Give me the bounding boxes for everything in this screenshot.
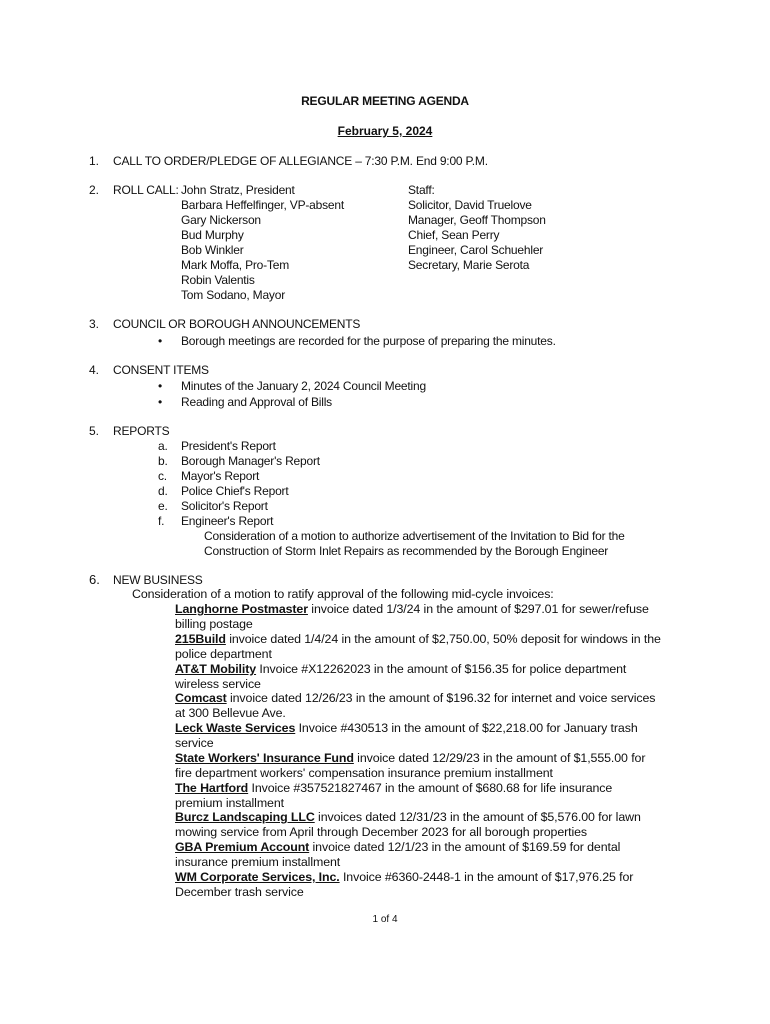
bullet-icon: • <box>158 395 163 409</box>
consent-item: Minutes of the January 2, 2024 Council Meeting <box>181 379 426 393</box>
reports-heading: REPORTS <box>113 424 170 438</box>
invoice-line <box>175 632 661 646</box>
invoice-line <box>175 870 633 884</box>
new-business-heading: NEW BUSINESS <box>113 573 203 587</box>
invoice-vendor: AT&T Mobility <box>175 662 257 676</box>
invoice-line <box>175 751 645 765</box>
invoice-line <box>175 721 638 735</box>
new-business-intro: Consideration of a motion to ratify approval of the following mid-cycle invoices: <box>132 587 554 601</box>
report-letter: d. <box>158 484 168 498</box>
engineer-note: Construction of Storm Inlet Repairs as recommended by the Borough Engineer <box>204 544 609 558</box>
invoice-detail: Invoice #6360-2448-1 in the amount of $17,976.25 for <box>339 870 634 884</box>
roll-call-member: Robin Valentis <box>181 273 255 287</box>
report-letter: e. <box>158 499 168 513</box>
invoice-line: mowing service from April through December 2023 for all borough properties <box>175 825 588 839</box>
roll-call-member: Gary Nickerson <box>181 213 261 227</box>
engineer-note: Consideration of a motion to authorize advertisement of the Invitation to Bid for the <box>204 529 625 543</box>
invoice-detail: invoices dated 12/31/23 in the amount of $5,576.00 for lawn <box>314 810 641 824</box>
consent-item: Reading and Approval of Bills <box>181 395 332 409</box>
invoice-line <box>175 602 649 616</box>
invoice-vendor: The Hartford <box>175 781 249 795</box>
meeting-date: February 5, 2024 <box>337 124 433 138</box>
report-item: President's Report <box>181 439 276 453</box>
report-item: Solicitor's Report <box>181 499 268 513</box>
invoice-vendor: State Workers' Insurance Fund <box>175 751 354 765</box>
invoice-line: wireless service <box>175 677 261 691</box>
invoice-line <box>175 662 626 676</box>
item-number: 6. <box>89 572 100 587</box>
item-number: 2. <box>89 183 100 197</box>
invoice-vendor: Burcz Landscaping LLC <box>175 810 315 824</box>
invoice-detail: invoice dated 12/29/23 in the amount of $1,555.00 for <box>353 751 646 765</box>
call-to-order-text: CALL TO ORDER/PLEDGE OF ALLEGIANCE – 7:30 P.M. End 9:00 P.M. <box>113 154 488 168</box>
invoice-line: December trash service <box>175 885 304 899</box>
invoice-line: billing postage <box>175 617 253 631</box>
invoice-line: premium installment <box>175 796 284 810</box>
roll-call-member: Mark Moffa, Pro-Tem <box>181 258 290 272</box>
roll-call-member: Bud Murphy <box>181 228 244 242</box>
invoice-vendor: Langhorne Postmaster <box>175 602 308 616</box>
report-letter: b. <box>158 454 168 468</box>
report-item: Borough Manager's Report <box>181 454 320 468</box>
roll-call-label: ROLL CALL: <box>113 183 179 197</box>
bullet-icon: • <box>158 379 163 393</box>
report-item: Mayor's Report <box>181 469 260 483</box>
announcements-heading: COUNCIL OR BOROUGH ANNOUNCEMENTS <box>113 317 361 331</box>
invoice-detail: invoice dated 12/1/23 in the amount of $169.59 for dental <box>309 840 621 854</box>
invoice-line <box>175 840 620 854</box>
announcement-item: Borough meetings are recorded for the purpose of preparing the minutes. <box>181 334 556 348</box>
page-title: REGULAR MEETING AGENDA <box>301 94 469 108</box>
invoice-vendor: Comcast <box>175 691 227 705</box>
roll-call-member: Tom Sodano, Mayor <box>181 288 285 302</box>
item-number: 1. <box>89 154 100 168</box>
invoice-vendor: GBA Premium Account <box>175 840 310 854</box>
invoice-line <box>175 810 641 824</box>
roll-call-member: Bob Winkler <box>181 243 244 257</box>
report-item: Police Chief's Report <box>181 484 289 498</box>
invoice-detail: Invoice #357521827467 in the amount of $680.68 for life insurance <box>248 781 613 795</box>
invoice-vendor: WM Corporate Services, Inc. <box>175 870 340 884</box>
report-letter: a. <box>158 439 168 453</box>
bullet-icon: • <box>158 334 163 348</box>
roll-call-member: Barbara Heffelfinger, VP-absent <box>181 198 345 212</box>
invoice-detail: invoice dated 1/4/24 in the amount of $2,750.00, 50% deposit for windows in the <box>225 632 661 646</box>
invoice-line <box>175 691 655 705</box>
staff-heading: Staff: <box>408 183 435 197</box>
invoice-line: service <box>175 736 214 750</box>
report-item: Engineer's Report <box>181 514 274 528</box>
invoice-line: police department <box>175 647 272 661</box>
report-letter: f. <box>158 514 165 528</box>
item-number: 5. <box>89 424 100 438</box>
invoice-vendor: Leck Waste Services <box>175 721 296 735</box>
invoice-detail: invoice dated 12/26/23 in the amount of $196.32 for internet and voice services <box>226 691 656 705</box>
staff-member: Secretary, Marie Serota <box>408 258 530 272</box>
staff-member: Manager, Geoff Thompson <box>408 213 546 227</box>
invoice-detail: Invoice #430513 in the amount of $22,218.00 for January trash <box>295 721 638 735</box>
invoice-detail: Invoice #X12262023 in the amount of $156.35 for police department <box>256 662 627 676</box>
report-letter: c. <box>158 469 167 483</box>
staff-member: Solicitor, David Truelove <box>408 198 532 212</box>
item-number: 3. <box>89 317 100 331</box>
invoice-detail: invoice dated 1/3/24 in the amount of $297.01 for sewer/refuse <box>307 602 649 616</box>
item-number: 4. <box>89 363 100 377</box>
staff-member: Chief, Sean Perry <box>408 228 500 242</box>
invoice-line: insurance premium installment <box>175 855 341 869</box>
consent-heading: CONSENT ITEMS <box>113 363 209 377</box>
invoice-line: at 300 Bellevue Ave. <box>175 706 286 720</box>
page-number: 1 of 4 <box>372 914 398 925</box>
roll-call-member: John Stratz, President <box>181 183 295 197</box>
invoice-vendor: 215Build <box>175 632 226 646</box>
staff-member: Engineer, Carol Schuehler <box>408 243 544 257</box>
invoice-line: fire department workers' compensation insurance premium installment <box>175 766 553 780</box>
invoice-line <box>175 781 612 795</box>
